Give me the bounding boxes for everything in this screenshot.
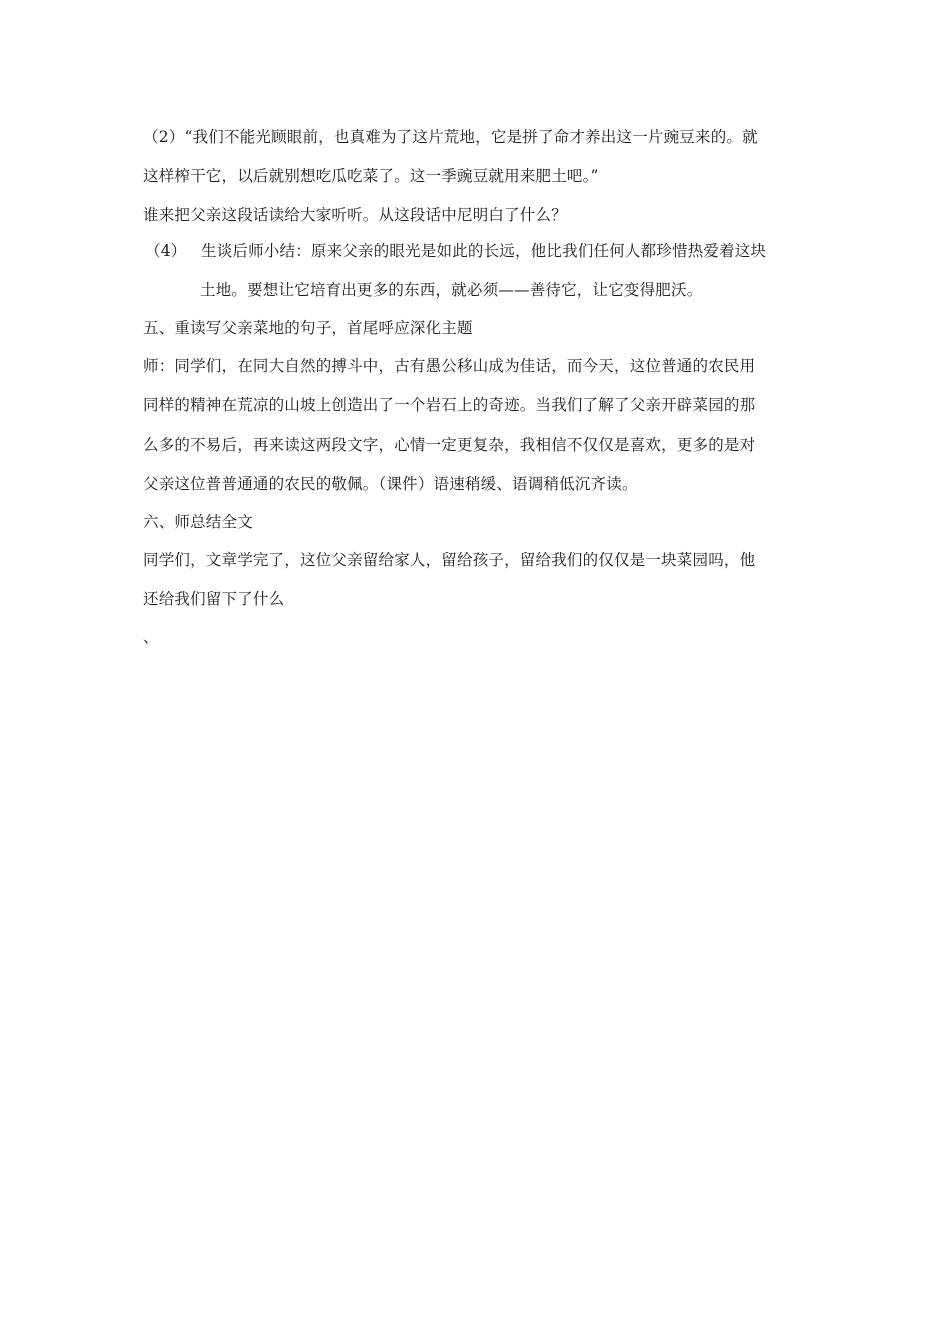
teacher-summary-continuation: 土地。要想让它培育出更多的东西，就必须——善待它，让它变得肥沃。 [200,281,703,299]
question-line: 谁来把父亲这段话读给大家听听。从这段话中尼明白了什么？ [143,206,567,224]
item-4-line [145,241,766,261]
paragraph-line-12: 同学们，文章学完了，这位父亲留给家人，留给孩子，留给我们的仅仅是一块菜园吗，他 [143,551,756,569]
stray-mark: 、 [143,628,159,646]
paragraph-line-9: 么多的不易后，再来读这两段文字，心情一定更复杂，我相信不仅仅是喜欢，更多的是对 [143,436,756,454]
teacher-summary-text: 生谈后师小结：原来父亲的眼光是如此的长远，他比我们任何人都珍惜热爱着这块 [201,242,767,260]
paragraph-line-1: （2）“我们不能光顾眼前，也真难为了这片荒地，它是拼了命才养出这一片豌豆来的。就 [143,128,758,146]
item-number: （4） [145,242,187,260]
paragraph-line-7: 师：同学们，在同大自然的搏斗中，古有愚公移山成为佳话，而今天，这位普通的农民用 [143,357,756,375]
paragraph-line-8: 同样的精神在荒凉的山坡上创造出了一个岩石上的奇迹。当我们了解了父亲开辟菜园的那 [143,396,756,414]
section-heading-5: 五、重读写父亲菜地的句子，首尾呼应深化主题 [143,319,473,337]
paragraph-line-13: 还给我们留下了什么 [143,590,285,608]
paragraph-line-2: 这样榨干它，以后就别想吃瓜吃菜了。这一季豌豆就用来肥土吧。” [143,167,599,185]
section-heading-6: 六、师总结全文 [143,513,253,531]
paragraph-line-10: 父亲这位普普通通的农民的敬佩。（课件）语速稍缓、语调稍低沉齐读。 [143,475,638,493]
